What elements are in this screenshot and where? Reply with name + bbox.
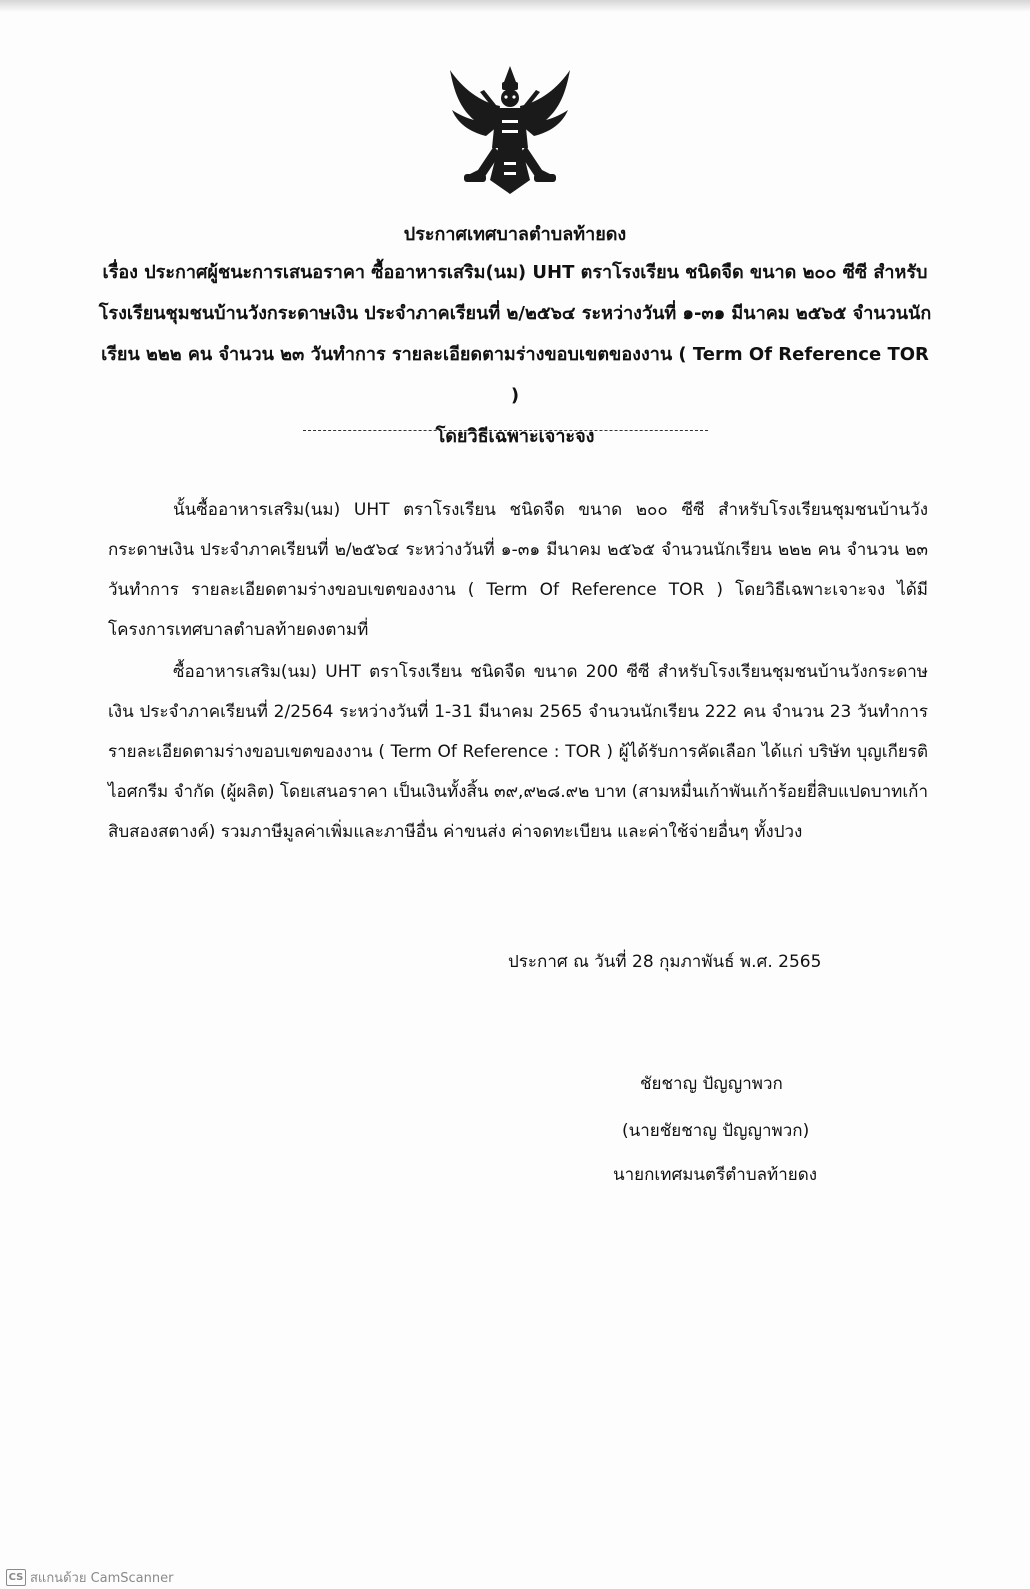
divider [303, 430, 708, 431]
paragraph-text: นั้นซื้ออาหารเสริม(นม) UHT ตราโรงเรียน ชนิดจืด ขนาด ๒๐๐ ซีซี สำหรับโรงเรียนชุมชนบ้านวังกระดาษเงิน ประจำภาคเรียนที่ ๒/๒๕๖๔ ระหว่างวันที่ ๑-๓๑ มีนาคม ๒๕๖๕ จำนวนนักเรียน ๒๒๒ คน จำนวน ๒๓ วันทำการ รายละเอียดตามร่างขอบเขตของงาน ( Term Of Reference TOR ) โดยวิธีเฉพาะเจาะจง ได้มีโครงการเทศบาลตำบลท้ายดงตามที่ [108, 500, 928, 640]
scan-edge-shadow [0, 0, 1030, 12]
subject-line: โดยวิธีเฉพาะเจาะจง [435, 426, 595, 447]
signature-position: นายกเทศมนตรีตำบลท้ายดง [613, 1165, 818, 1185]
scanner-watermark [6, 1567, 173, 1588]
subject-line: เรื่อง ประกาศผู้ชนะการเสนอราคา ซื้ออาหารเสริม(นม) UHT ตราโรงเรียน ชนิดจืด ขนาด ๒๐๐ ซีซี สำหรับ [102, 262, 928, 283]
scanner-text: สแกนด้วย CamScanner [30, 1571, 174, 1586]
garuda-emblem-icon [440, 62, 580, 202]
issuer-heading: ประกาศเทศบาลตำบลท้ายดง [403, 224, 627, 245]
camscanner-icon: CS [6, 1569, 26, 1586]
subject-line: เรียน ๒๒๒ คน จำนวน ๒๓ วันทำการ รายละเอียดตามร่างขอบเขตของงาน ( Term Of Reference TOR ) [101, 344, 929, 406]
paragraph-text: ซื้ออาหารเสริม(นม) UHT ตราโรงเรียน ชนิดจืด ขนาด 200 ซีซี สำหรับโรงเรียนชุมชนบ้านวังกระดาษเงิน ประจำภาคเรียนที่ 2/2564 ระหว่างวันที่ 1-31 มีนาคม 2565 จำนวนนักเรียน 222 คน จำนวน 23 วันทำการ รายละเอียดตามร่างขอบเขตของงาน ( Term Of Reference : TOR ) ผู้ได้รับการคัดเลือก ได้แก่ บริษัท บุญเกียรติ ไอศกรีม จำกัด (ผู้ผลิต) โดยเสนอราคา เป็นเงินทั้งสิ้น ๓๙,๙๒๘.๙๒ บาท (สามหมื่นเก้าพันเก้าร้อยยี่สิบแปดบาทเก้าสิบสองสตางค์) รวมภาษีมูลค่าเพิ่มและภาษีอื่น ค่าขนส่ง ค่าจดทะเบียน และค่าใช้จ่ายอื่นๆ ทั้งปวง [108, 662, 928, 842]
subject-line: โรงเรียนชุมชนบ้านวังกระดาษเงิน ประจำภาคเรียนที่ ๒/๒๕๖๔ ระหว่างวันที่ ๑-๓๑ มีนาคม ๒๕๖๕ จำนวนนัก [98, 303, 932, 324]
signature-name: ชัยชาญ ปัญญาพวก [640, 1074, 783, 1094]
body-paragraph-2 [108, 652, 928, 852]
subject-block [95, 252, 935, 457]
signature-fullname: (นายชัยชาญ ปัญญาพวก) [622, 1121, 810, 1141]
body-paragraph-1 [108, 490, 928, 650]
announcement-date: ประกาศ ณ วันที่ 28 กุมภาพันธ์ พ.ศ. 2565 [508, 952, 822, 972]
